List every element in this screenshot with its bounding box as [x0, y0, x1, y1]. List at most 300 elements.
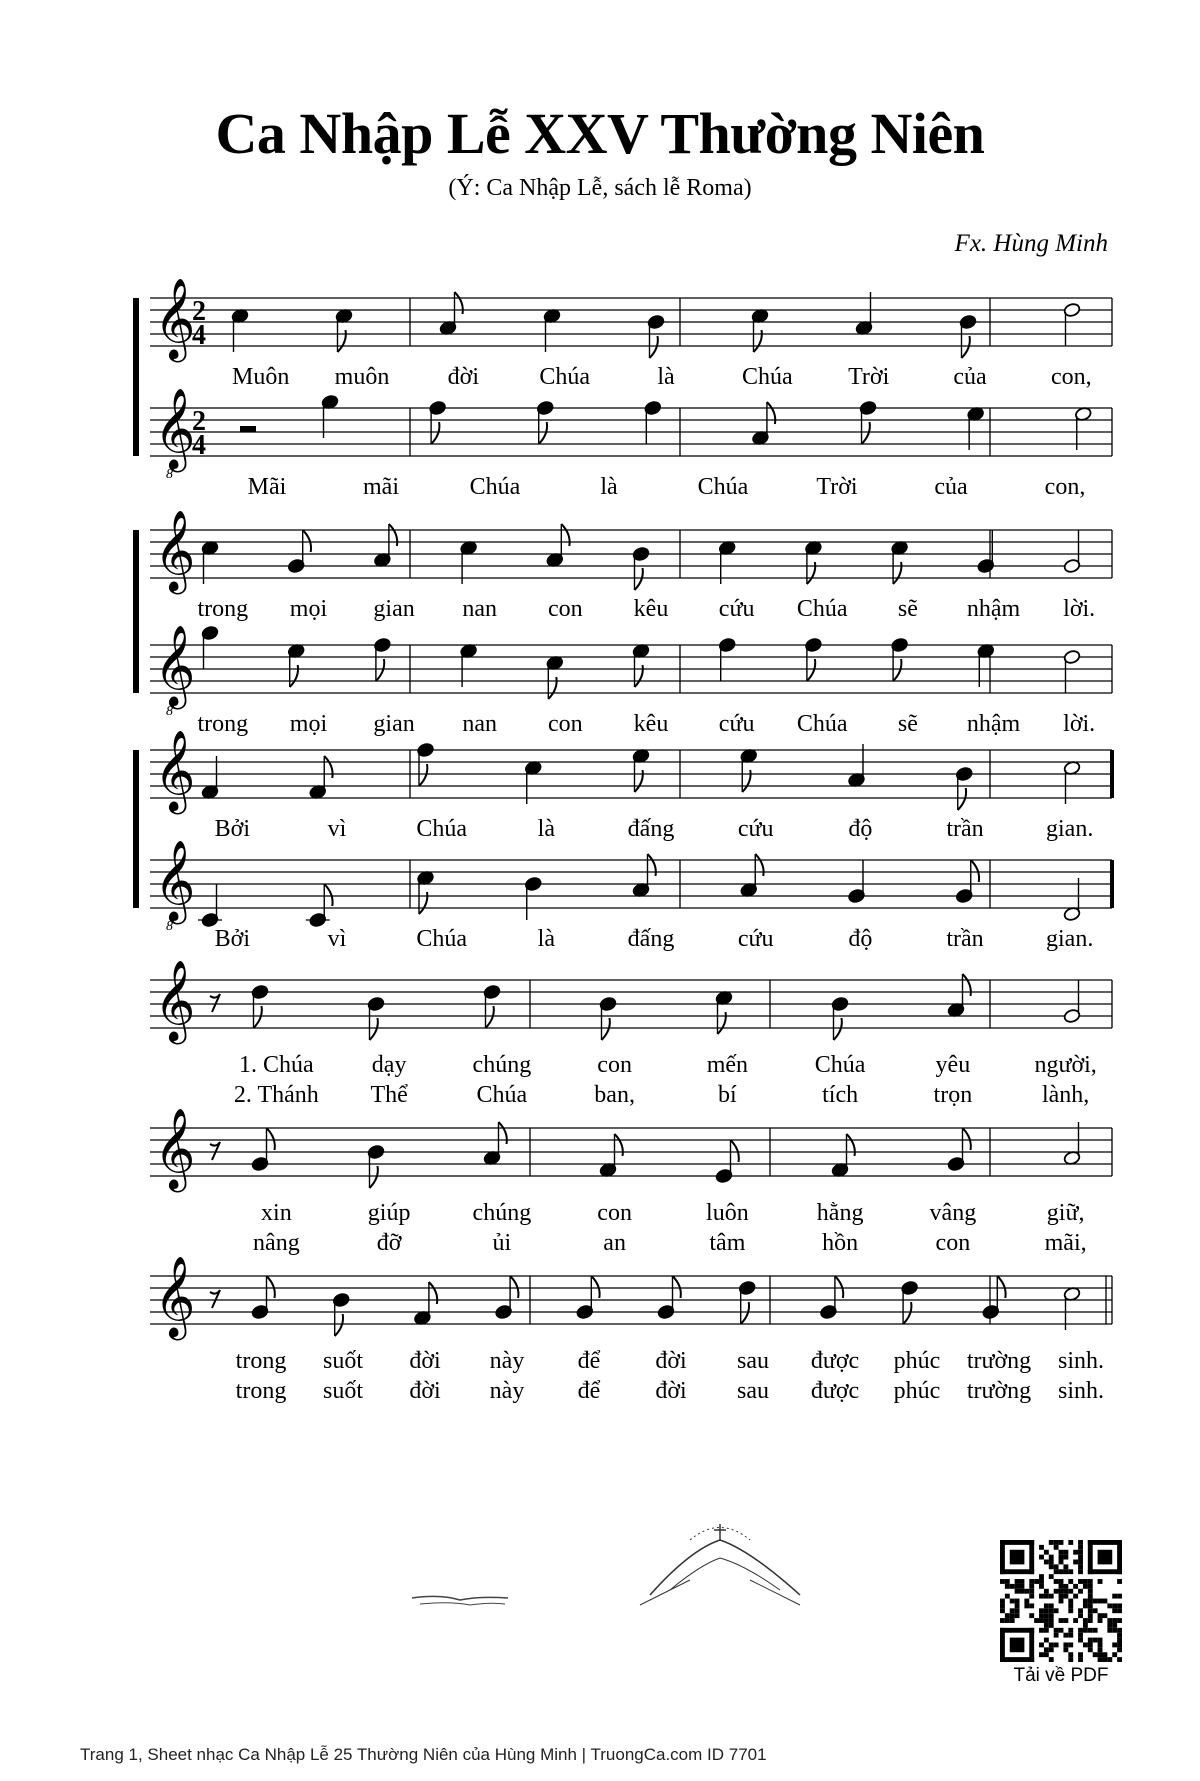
lyric-word: Chúa: [697, 474, 749, 500]
qr-module: [1107, 1618, 1112, 1623]
qr-module: [1044, 1638, 1049, 1643]
qr-module: [1083, 1584, 1088, 1589]
treble-clef-icon: 𝄞: [154, 839, 196, 921]
note-flag: [499, 1122, 507, 1144]
note-flag: [615, 1134, 623, 1156]
lyric-word: đấng: [627, 926, 675, 952]
qr-module: [1000, 1540, 1034, 1545]
lyric-word: cứu: [718, 596, 755, 622]
qr-module: [1039, 1545, 1044, 1550]
lyric-word: cứu: [718, 711, 755, 737]
qr-module: [1015, 1599, 1020, 1604]
qr-module: [1049, 1574, 1054, 1579]
lyric-word: gian: [373, 711, 415, 737]
lyric-word: nhậm: [966, 596, 1021, 622]
qr-module: [1000, 1628, 1005, 1662]
qr-module: [1093, 1652, 1098, 1657]
qr-module: [1059, 1540, 1064, 1545]
qr-module: [1029, 1584, 1034, 1589]
qr-module: [1059, 1599, 1064, 1604]
qr-module: [1098, 1579, 1103, 1584]
lyric-word: con: [935, 1230, 971, 1256]
qr-module: [1000, 1608, 1005, 1613]
lyric-word: tâm: [709, 1230, 746, 1256]
note-flag: [419, 764, 427, 786]
qr-module: [1010, 1584, 1015, 1589]
qr-module: [1029, 1594, 1034, 1599]
treble-clef-icon: 𝄞: [154, 1107, 196, 1189]
qr-module: [1117, 1608, 1122, 1613]
lyric-word: của: [934, 474, 968, 500]
qr-module: [1063, 1647, 1068, 1652]
lyric-word: trần: [946, 926, 984, 952]
qr-module: [1117, 1594, 1122, 1599]
qr-module: [1049, 1647, 1054, 1652]
qr-module: [1044, 1589, 1049, 1594]
qr-module: [1078, 1633, 1083, 1638]
qr-module: [1059, 1594, 1064, 1599]
lyric-word: muôn: [334, 364, 390, 390]
qr-module: [1063, 1589, 1068, 1594]
note-flag: [893, 562, 901, 584]
qr-module: [1000, 1599, 1005, 1604]
clef-octave-mark: 8: [166, 704, 173, 719]
lyric-word: phúc: [893, 1378, 941, 1404]
qr-module: [1078, 1545, 1083, 1550]
treble-clef-icon: 𝄞: [154, 387, 196, 469]
note-flag: [835, 1276, 843, 1298]
page-footer: Trang 1, Sheet nhạc Ca Nhập Lễ 25 Thường Niên của Hùng Minh | TruongCa.com ID 7701: [80, 1745, 767, 1764]
lyric-word: hằng: [816, 1200, 864, 1226]
lyric-word: 1. Chúa: [239, 1052, 314, 1078]
qr-module: [1117, 1579, 1122, 1584]
qr-module: [1044, 1550, 1049, 1555]
qr-module: [1044, 1594, 1049, 1599]
qr-module: [1088, 1608, 1093, 1613]
qr-module: [1015, 1589, 1020, 1594]
qr-module: [1015, 1603, 1020, 1608]
qr-module: [1024, 1603, 1029, 1608]
qr-module: [1078, 1555, 1083, 1560]
qr-module: [1063, 1555, 1068, 1560]
qr-module: [1068, 1628, 1073, 1633]
qr-module: [1068, 1633, 1073, 1638]
lyric-word: trường: [966, 1378, 1032, 1404]
note-flag: [267, 1276, 275, 1298]
note-flag: [635, 665, 643, 687]
lyric-word: là: [537, 816, 555, 842]
lyric-word: lời.: [1063, 711, 1096, 737]
lyric-word: Trời: [848, 364, 890, 390]
qr-module: [1112, 1623, 1117, 1628]
lyric-word: Bởi: [214, 926, 251, 952]
note-flag: [673, 1276, 681, 1298]
lyric-word: gian.: [1046, 816, 1094, 842]
qr-module: [1088, 1647, 1093, 1652]
qr-module: [1093, 1599, 1098, 1604]
note-flag: [419, 892, 427, 914]
qr-module: [1098, 1599, 1103, 1604]
lyric-word: Trời: [816, 474, 858, 500]
qr-module: [1098, 1550, 1113, 1565]
time-signature-top: 2: [192, 406, 206, 437]
note-flag: [893, 659, 901, 681]
qr-module: [1059, 1618, 1064, 1623]
qr-module: [1088, 1579, 1093, 1584]
lyric-word: sẽ: [897, 596, 918, 622]
qr-module: [1073, 1594, 1078, 1599]
qr-module: [1088, 1594, 1093, 1599]
download-pdf-link[interactable]: Tải về PDF: [1013, 1665, 1109, 1686]
lyric-word: được: [810, 1348, 860, 1374]
qr-module: [1044, 1628, 1049, 1633]
qr-module: [1029, 1579, 1034, 1584]
note-flag: [602, 1018, 610, 1040]
qr-module: [1068, 1657, 1073, 1662]
qr-module: [1000, 1540, 1005, 1574]
note-flag: [731, 1140, 739, 1162]
qr-module: [1029, 1628, 1034, 1662]
lyric-word: cứu: [737, 926, 774, 952]
qr-module: [1083, 1579, 1088, 1584]
qr-module: [1078, 1613, 1083, 1618]
qr-module: [1107, 1623, 1112, 1628]
qr-module: [1054, 1608, 1059, 1613]
lyric-word: mọi: [289, 596, 328, 622]
qr-module: [1044, 1613, 1049, 1618]
qr-module: [1039, 1584, 1044, 1589]
note-flag: [561, 524, 569, 546]
note-flag: [431, 422, 439, 444]
qr-module: [1088, 1638, 1093, 1643]
lyric-word: đời: [409, 1348, 441, 1374]
qr-module: [1054, 1589, 1059, 1594]
note-flag: [648, 854, 656, 876]
note-flag: [338, 330, 346, 352]
qr-module: [1024, 1589, 1029, 1594]
qr-module: [1054, 1628, 1059, 1633]
note-flag: [376, 659, 384, 681]
lyric-word: tích: [822, 1082, 859, 1108]
lyric-word: trong: [235, 1378, 287, 1404]
qr-module: [1049, 1603, 1054, 1608]
qr-module: [1098, 1647, 1103, 1652]
qr-module: [1020, 1589, 1025, 1594]
qr-module: [1068, 1599, 1073, 1604]
qr-module: [1083, 1623, 1088, 1628]
qr-module: [1078, 1540, 1083, 1545]
lyric-word: Chúa: [814, 1052, 866, 1078]
qr-module: [1059, 1579, 1064, 1584]
time-signature-top: 2: [192, 296, 206, 327]
lyric-word: lời.: [1063, 596, 1096, 622]
lyric-word: đỡ: [376, 1230, 402, 1256]
qr-module: [1000, 1579, 1005, 1584]
lyric-word: Chúa: [476, 1082, 528, 1108]
qr-module: [1049, 1608, 1054, 1613]
lyric-word: Chúa: [741, 364, 793, 390]
note-flag: [324, 884, 332, 906]
lyric-word: để: [577, 1378, 601, 1404]
note-flag: [303, 530, 311, 552]
clef-octave-mark: 8: [166, 467, 173, 482]
qr-module: [1117, 1638, 1122, 1643]
lyric-word: đời: [447, 364, 480, 390]
qr-module: [1020, 1584, 1025, 1589]
note-flag: [754, 330, 762, 352]
qr-module: [1039, 1652, 1044, 1657]
qr-module: [1054, 1579, 1059, 1584]
song-title: Ca Nhập Lễ XXV Thường Niên: [215, 101, 985, 166]
qr-module: [1049, 1623, 1054, 1628]
lyric-word: để: [577, 1348, 601, 1374]
qr-module: [1078, 1652, 1083, 1657]
qr-module: [1049, 1555, 1054, 1560]
lyric-word: luôn: [706, 1200, 749, 1226]
qr-module: [1005, 1594, 1010, 1599]
lyric-word: Mãi: [247, 474, 287, 500]
time-signature-bottom: 4: [192, 430, 206, 461]
qr-module: [1112, 1642, 1117, 1647]
qr-module: [1039, 1642, 1044, 1647]
lyric-word: đời: [655, 1348, 687, 1374]
qr-module: [1078, 1550, 1083, 1555]
qr-module: [1039, 1618, 1044, 1623]
qr-module: [1098, 1642, 1103, 1647]
note-flag: [455, 292, 463, 314]
qr-module: [1039, 1574, 1044, 1579]
lyric-word: giúp: [367, 1200, 411, 1226]
lyric-word: con: [548, 711, 583, 737]
qr-module: [1098, 1652, 1103, 1657]
qr-module: [1107, 1657, 1112, 1662]
qr-module: [1054, 1633, 1059, 1638]
lyric-word: ban,: [594, 1082, 635, 1108]
qr-code-icon[interactable]: [1000, 1540, 1122, 1662]
lyric-word: dạy: [371, 1052, 407, 1078]
lyric-word: độ: [848, 816, 873, 842]
qr-module: [1044, 1623, 1049, 1628]
lyric-word: nâng: [253, 1230, 300, 1256]
qr-module: [1063, 1550, 1068, 1555]
lyric-word: Chúa: [796, 711, 848, 737]
qr-module: [1073, 1584, 1078, 1589]
qr-module: [1088, 1599, 1093, 1604]
qr-module: [1059, 1589, 1064, 1594]
lyric-word: hồn: [822, 1230, 859, 1256]
qr-module: [1088, 1569, 1122, 1574]
eighth-rest-icon: [210, 1290, 220, 1308]
note-flag: [486, 1006, 494, 1028]
qr-module: [1044, 1618, 1049, 1623]
lyric-word: này: [489, 1348, 525, 1374]
qr-module: [1088, 1613, 1093, 1618]
lyric-word: lành,: [1041, 1082, 1090, 1108]
qr-module: [1098, 1657, 1103, 1662]
qr-module: [1083, 1599, 1088, 1604]
note-flag: [718, 1012, 726, 1034]
qr-module: [1054, 1540, 1059, 1545]
qr-module: [1107, 1603, 1112, 1608]
qr-module: [1059, 1560, 1064, 1565]
lyric-word: giữ,: [1046, 1200, 1085, 1226]
qr-module: [1059, 1555, 1064, 1560]
note-flag: [755, 854, 763, 876]
qr-module: [1000, 1657, 1034, 1662]
qr-module: [1020, 1579, 1025, 1584]
lyric-word: gian: [373, 596, 415, 622]
clef-octave-mark: 8: [166, 919, 173, 934]
lyric-word: kêu: [633, 596, 669, 622]
qr-module: [1078, 1569, 1083, 1574]
lyric-word: này: [489, 1378, 525, 1404]
lyric-word: sau: [737, 1348, 769, 1374]
qr-module: [1063, 1633, 1068, 1638]
qr-module: [1078, 1628, 1083, 1633]
lyric-word: mãi,: [1044, 1230, 1087, 1256]
song-subtitle: (Ý: Ca Nhập Lễ, sách lễ Roma): [448, 175, 752, 201]
lyric-word: được: [810, 1378, 860, 1404]
lyric-word: Chúa: [539, 364, 591, 390]
qr-module: [1112, 1652, 1117, 1657]
qr-module: [1068, 1579, 1073, 1584]
qr-module: [1063, 1564, 1068, 1569]
lyric-word: mến: [706, 1052, 749, 1078]
qr-module: [1024, 1599, 1029, 1604]
qr-module: [1068, 1652, 1073, 1657]
qr-module: [1039, 1555, 1044, 1560]
note-flag: [741, 1302, 749, 1324]
composer-name: Fx. Hùng Minh: [954, 230, 1108, 257]
lyric-word: độ: [848, 926, 873, 952]
qr-module: [1010, 1613, 1015, 1618]
note-flag: [591, 1276, 599, 1298]
qr-module: [1117, 1618, 1122, 1623]
qr-module: [1063, 1569, 1068, 1574]
lyric-word: trong: [197, 711, 249, 737]
lyric-word: con,: [1044, 474, 1086, 500]
qr-module: [1083, 1628, 1088, 1633]
qr-module: [1010, 1550, 1025, 1565]
qr-module: [1078, 1657, 1083, 1662]
qr-module: [1068, 1608, 1073, 1613]
lyric-word: trường: [966, 1348, 1032, 1374]
lyric-word: Chúa: [469, 474, 521, 500]
qr-module: [1015, 1579, 1020, 1584]
qr-module: [1054, 1569, 1059, 1574]
lyric-word: con: [597, 1052, 632, 1078]
lyric-word: con: [548, 596, 583, 622]
treble-clef-icon: 𝄞: [154, 1255, 196, 1337]
qr-module: [1117, 1603, 1122, 1608]
qr-module: [1049, 1642, 1054, 1647]
qr-module: [1000, 1618, 1005, 1623]
qr-module: [1093, 1608, 1098, 1613]
note-flag: [548, 677, 556, 699]
qr-module: [1039, 1628, 1044, 1633]
qr-module: [1054, 1642, 1059, 1647]
note-flag: [635, 568, 643, 590]
qr-module: [1088, 1540, 1093, 1574]
treble-clef-icon: 𝄞: [154, 959, 196, 1041]
qr-module: [1088, 1642, 1093, 1647]
lyric-word: đời: [655, 1378, 687, 1404]
qr-module: [1000, 1628, 1034, 1633]
qr-module: [1068, 1642, 1073, 1647]
note-flag: [267, 1128, 275, 1150]
lyric-word: Chúa: [416, 926, 468, 952]
half-rest-icon: [240, 426, 256, 432]
qr-module: [1117, 1628, 1122, 1633]
lyric-word: ủi: [492, 1230, 512, 1256]
qr-module: [1005, 1584, 1010, 1589]
lyric-word: sinh.: [1057, 1348, 1105, 1374]
qr-module: [1063, 1618, 1068, 1623]
qr-module: [1044, 1652, 1049, 1657]
qr-module: [1015, 1584, 1020, 1589]
lyric-word: là: [657, 364, 675, 390]
qr-module: [1068, 1569, 1073, 1574]
qr-module: [1034, 1618, 1039, 1623]
qr-module: [1059, 1569, 1064, 1574]
qr-module: [1098, 1618, 1103, 1623]
lyric-word: kêu: [633, 711, 669, 737]
qr-module: [1044, 1647, 1049, 1652]
qr-module: [1078, 1579, 1083, 1584]
qr-module: [1117, 1540, 1122, 1574]
qr-module: [1010, 1638, 1025, 1653]
lyric-word: mãi: [363, 474, 399, 500]
qr-module: [1063, 1584, 1068, 1589]
qr-module: [1063, 1594, 1068, 1599]
note-flag: [650, 336, 658, 358]
treble-clef-icon: 𝄞: [154, 624, 196, 706]
qr-module: [1039, 1594, 1044, 1599]
note-flag: [324, 756, 332, 778]
lyric-word: bí: [718, 1082, 737, 1108]
lyric-word: xin: [261, 1200, 292, 1226]
qr-module: [1073, 1560, 1078, 1565]
qr-module: [1117, 1642, 1122, 1647]
lyric-word: cứu: [737, 816, 774, 842]
qr-module: [1102, 1657, 1107, 1662]
qr-module: [1059, 1628, 1064, 1633]
qr-module: [1049, 1560, 1054, 1565]
ornament-icon: [410, 1590, 510, 1610]
lyric-word: trọn: [933, 1082, 973, 1108]
note-flag: [962, 336, 970, 358]
note-flag: [903, 1302, 911, 1324]
qr-module: [1112, 1618, 1117, 1623]
qr-module: [1059, 1584, 1064, 1589]
qr-module: [1015, 1608, 1020, 1613]
treble-clef-icon: 𝄞: [154, 729, 196, 811]
lyric-word: chúng: [472, 1200, 532, 1226]
lyric-word: nhậm: [966, 711, 1021, 737]
lyric-word: suốt: [322, 1348, 364, 1374]
qr-module: [1093, 1638, 1098, 1643]
lyric-word: vì: [327, 926, 347, 952]
note-flag: [834, 1018, 842, 1040]
qr-module: [1112, 1628, 1117, 1633]
lyric-word: sau: [737, 1378, 769, 1404]
lyric-word: vâng: [929, 1200, 977, 1226]
qr-module: [1029, 1540, 1034, 1574]
qr-module: [1098, 1613, 1103, 1618]
qr-module: [1078, 1638, 1083, 1643]
qr-module: [1010, 1599, 1015, 1604]
lyric-word: Thể: [370, 1082, 408, 1108]
